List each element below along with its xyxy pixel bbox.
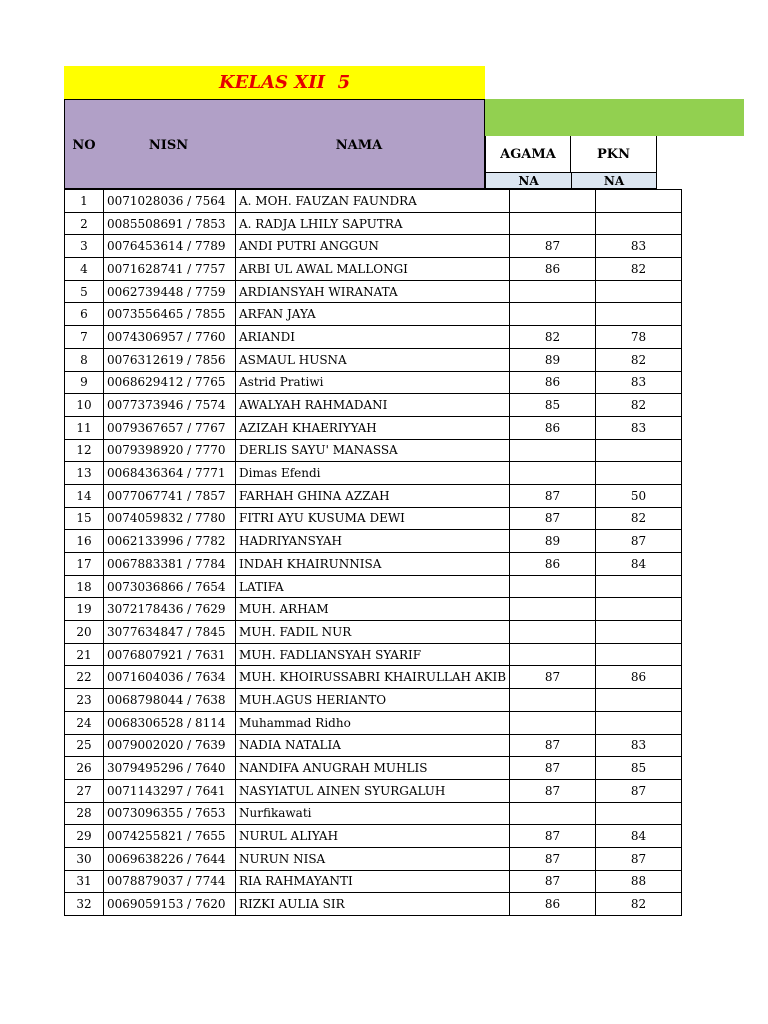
cell-agama[interactable] — [510, 575, 596, 598]
cell-no[interactable]: 26 — [65, 757, 104, 780]
table-row — [65, 235, 682, 258]
cell-nama[interactable]: ANDI PUTRI ANGGUN — [236, 235, 510, 258]
cell-nama[interactable]: NADIA NATALIA — [236, 734, 510, 757]
header-na-agama: NA — [485, 172, 572, 189]
cell-agama[interactable] — [510, 598, 596, 621]
cell-pkn[interactable]: 82 — [596, 507, 682, 530]
cell-nisn[interactable]: 0073036866 / 7654 — [104, 575, 236, 598]
cell-pkn[interactable] — [596, 802, 682, 825]
cell-no[interactable]: 27 — [65, 779, 104, 802]
table-row — [65, 598, 682, 621]
cell-pkn[interactable] — [596, 462, 682, 485]
cell-nisn[interactable]: 0069638226 / 7644 — [104, 847, 236, 870]
cell-pkn[interactable]: 83 — [596, 416, 682, 439]
cell-nama[interactable]: AWALYAH RAHMADANI — [236, 394, 510, 417]
cell-pkn[interactable] — [596, 643, 682, 666]
title-bar — [64, 66, 485, 99]
cell-nisn[interactable]: 0074255821 / 7655 — [104, 825, 236, 848]
cell-agama[interactable] — [510, 689, 596, 712]
cell-agama[interactable]: 82 — [510, 326, 596, 349]
table-row — [65, 530, 682, 553]
cell-nama[interactable]: FARHAH GHINA AZZAH — [236, 484, 510, 507]
cell-no[interactable]: 15 — [65, 507, 104, 530]
cell-nama[interactable]: NURUL ALIYAH — [236, 825, 510, 848]
cell-nama[interactable]: A. RADJA LHILY SAPUTRA — [236, 212, 510, 235]
table-row — [65, 416, 682, 439]
cell-no[interactable]: 32 — [65, 893, 104, 916]
cell-no[interactable]: 20 — [65, 621, 104, 644]
cell-agama[interactable]: 85 — [510, 394, 596, 417]
cell-pkn[interactable]: 87 — [596, 779, 682, 802]
cell-agama[interactable] — [510, 439, 596, 462]
cell-no[interactable]: 2 — [65, 212, 104, 235]
cell-no[interactable]: 24 — [65, 711, 104, 734]
table-row — [65, 689, 682, 712]
cell-no[interactable]: 9 — [65, 371, 104, 394]
header-agama: AGAMA — [485, 136, 571, 172]
cell-pkn[interactable]: 83 — [596, 371, 682, 394]
cell-nama[interactable]: ARDIANSYAH WIRANATA — [236, 280, 510, 303]
table-row — [65, 462, 682, 485]
cell-nisn[interactable]: 0076453614 / 7789 — [104, 235, 236, 258]
cell-pkn[interactable] — [596, 598, 682, 621]
cell-no[interactable]: 22 — [65, 666, 104, 689]
header-na-pkn: NA — [571, 172, 657, 189]
table-row — [65, 303, 682, 326]
cell-nisn[interactable]: 0077373946 / 7574 — [104, 394, 236, 417]
cell-agama[interactable]: 89 — [510, 530, 596, 553]
cell-no[interactable]: 29 — [65, 825, 104, 848]
table-row — [65, 484, 682, 507]
cell-nama[interactable]: MUH.AGUS HERIANTO — [236, 689, 510, 712]
cell-nama[interactable]: MUH. FADIL NUR — [236, 621, 510, 644]
cell-no[interactable]: 11 — [65, 416, 104, 439]
cell-nama[interactable]: RIZKI AULIA SIR — [236, 893, 510, 916]
cell-nisn[interactable]: 0078879037 / 7744 — [104, 870, 236, 893]
cell-nama[interactable]: LATIFA — [236, 575, 510, 598]
cell-pkn[interactable] — [596, 280, 682, 303]
table-row — [65, 212, 682, 235]
cell-nisn[interactable]: 0062133996 / 7782 — [104, 530, 236, 553]
cell-nama[interactable]: ASMAUL HUSNA — [236, 348, 510, 371]
cell-agama[interactable]: 87 — [510, 825, 596, 848]
cell-pkn[interactable] — [596, 711, 682, 734]
cell-agama[interactable]: 87 — [510, 847, 596, 870]
table-row — [65, 258, 682, 281]
table-row — [65, 326, 682, 349]
cell-nisn[interactable]: 0067883381 / 7784 — [104, 553, 236, 576]
cell-agama[interactable]: 87 — [510, 757, 596, 780]
header-no: NO — [64, 99, 104, 189]
cell-agama[interactable]: 87 — [510, 779, 596, 802]
table-row — [65, 802, 682, 825]
cell-nisn[interactable]: 0076807921 / 7631 — [104, 643, 236, 666]
student-table — [64, 189, 682, 916]
cell-pkn[interactable]: 82 — [596, 258, 682, 281]
cell-no[interactable]: 14 — [65, 484, 104, 507]
cell-nisn[interactable]: 0079398920 / 7770 — [104, 439, 236, 462]
cell-no[interactable]: 13 — [65, 462, 104, 485]
cell-pkn[interactable] — [596, 439, 682, 462]
cell-nisn[interactable]: 0071628741 / 7757 — [104, 258, 236, 281]
table-row — [65, 371, 682, 394]
cell-nisn[interactable]: 0068436364 / 7771 — [104, 462, 236, 485]
cell-agama[interactable]: 87 — [510, 734, 596, 757]
cell-nama[interactable]: AZIZAH KHAERIYYAH — [236, 416, 510, 439]
cell-nisn[interactable]: 0062739448 / 7759 — [104, 280, 236, 303]
cell-pkn[interactable]: 85 — [596, 757, 682, 780]
cell-nama[interactable]: DERLIS SAYU' MANASSA — [236, 439, 510, 462]
cell-no[interactable]: 28 — [65, 802, 104, 825]
cell-no[interactable]: 19 — [65, 598, 104, 621]
table-row — [65, 394, 682, 417]
cell-agama[interactable]: 87 — [510, 870, 596, 893]
cell-agama[interactable]: 87 — [510, 666, 596, 689]
cell-nama[interactable]: HADRIYANSYAH — [236, 530, 510, 553]
cell-nisn[interactable]: 3072178436 / 7629 — [104, 598, 236, 621]
cell-no[interactable]: 8 — [65, 348, 104, 371]
cell-agama[interactable]: 86 — [510, 893, 596, 916]
cell-nama[interactable]: MUH. ARHAM — [236, 598, 510, 621]
table-row — [65, 870, 682, 893]
cell-nama[interactable]: RIA RAHMAYANTI — [236, 870, 510, 893]
cell-agama[interactable] — [510, 280, 596, 303]
cell-pkn[interactable] — [596, 689, 682, 712]
cell-no[interactable]: 6 — [65, 303, 104, 326]
cell-nisn[interactable]: 3079495296 / 7640 — [104, 757, 236, 780]
cell-no[interactable]: 12 — [65, 439, 104, 462]
table-row — [65, 734, 682, 757]
cell-pkn[interactable]: 87 — [596, 847, 682, 870]
table-row — [65, 757, 682, 780]
table-row — [65, 666, 682, 689]
cell-nisn[interactable]: 0068798044 / 7638 — [104, 689, 236, 712]
cell-nama[interactable]: A. MOH. FAUZAN FAUNDRA — [236, 190, 510, 213]
cell-nama[interactable]: Dimas Efendi — [236, 462, 510, 485]
cell-agama[interactable]: 87 — [510, 507, 596, 530]
cell-nisn[interactable]: 0076312619 / 7856 — [104, 348, 236, 371]
cell-no[interactable]: 23 — [65, 689, 104, 712]
cell-agama[interactable]: 86 — [510, 553, 596, 576]
cell-nisn[interactable]: 0071143297 / 7641 — [104, 779, 236, 802]
cell-nama[interactable]: MUH. FADLIANSYAH SYARIF — [236, 643, 510, 666]
cell-no[interactable]: 25 — [65, 734, 104, 757]
cell-nama[interactable]: INDAH KHAIRUNNISA — [236, 553, 510, 576]
table-row — [65, 779, 682, 802]
table-row — [65, 439, 682, 462]
cell-pkn[interactable] — [596, 212, 682, 235]
cell-agama[interactable]: 89 — [510, 348, 596, 371]
cell-nama[interactable]: MUH. KHOIRUSSABRI KHAIRULLAH AKIB — [236, 666, 510, 689]
header-pkn: PKN — [571, 136, 657, 172]
subject-group-header — [485, 99, 744, 136]
cell-nama[interactable]: ARBI UL AWAL MALLONGI — [236, 258, 510, 281]
table-row — [65, 575, 682, 598]
cell-no[interactable]: 16 — [65, 530, 104, 553]
cell-agama[interactable]: 87 — [510, 484, 596, 507]
cell-nisn[interactable]: 0069059153 / 7620 — [104, 893, 236, 916]
cell-pkn[interactable]: 50 — [596, 484, 682, 507]
cell-nisn[interactable]: 0068629412 / 7765 — [104, 371, 236, 394]
cell-no[interactable]: 7 — [65, 326, 104, 349]
cell-pkn[interactable]: 84 — [596, 825, 682, 848]
cell-nama[interactable]: Astrid Pratiwi — [236, 371, 510, 394]
cell-no[interactable]: 31 — [65, 870, 104, 893]
cell-no[interactable]: 5 — [65, 280, 104, 303]
cell-nama[interactable]: FITRI AYU KUSUMA DEWI — [236, 507, 510, 530]
cell-nisn[interactable]: 0071604036 / 7634 — [104, 666, 236, 689]
cell-pkn[interactable] — [596, 190, 682, 213]
cell-pkn[interactable]: 78 — [596, 326, 682, 349]
cell-agama[interactable] — [510, 621, 596, 644]
cell-pkn[interactable]: 83 — [596, 734, 682, 757]
cell-no[interactable]: 10 — [65, 394, 104, 417]
table-row — [65, 825, 682, 848]
cell-nama[interactable]: ARFAN JAYA — [236, 303, 510, 326]
cell-nisn[interactable]: 0073556465 / 7855 — [104, 303, 236, 326]
cell-nama[interactable]: Nurfikawati — [236, 802, 510, 825]
cell-agama[interactable] — [510, 462, 596, 485]
cell-nisn[interactable]: 0077067741 / 7857 — [104, 484, 236, 507]
cell-nisn[interactable]: 0085508691 / 7853 — [104, 212, 236, 235]
cell-pkn[interactable]: 87 — [596, 530, 682, 553]
cell-agama[interactable]: 86 — [510, 416, 596, 439]
cell-agama[interactable] — [510, 711, 596, 734]
cell-no[interactable]: 30 — [65, 847, 104, 870]
cell-nisn[interactable]: 0079002020 / 7639 — [104, 734, 236, 757]
cell-no[interactable]: 18 — [65, 575, 104, 598]
cell-agama[interactable]: 86 — [510, 258, 596, 281]
cell-pkn[interactable]: 86 — [596, 666, 682, 689]
cell-agama[interactable]: 87 — [510, 235, 596, 258]
cell-nisn[interactable]: 0079367657 / 7767 — [104, 416, 236, 439]
cell-pkn[interactable]: 82 — [596, 394, 682, 417]
header-nisn: NISN — [103, 99, 235, 189]
cell-nama[interactable]: ARIANDI — [236, 326, 510, 349]
table-row — [65, 348, 682, 371]
table-row — [65, 711, 682, 734]
cell-nisn[interactable]: 0071028036 / 7564 — [104, 190, 236, 213]
table-row — [65, 893, 682, 916]
cell-pkn[interactable]: 82 — [596, 893, 682, 916]
table-row — [65, 507, 682, 530]
cell-nisn[interactable]: 0068306528 / 8114 — [104, 711, 236, 734]
cell-nisn[interactable]: 0073096355 / 7653 — [104, 802, 236, 825]
table-row — [65, 190, 682, 213]
table-row — [65, 643, 682, 666]
cell-agama[interactable] — [510, 643, 596, 666]
table-row — [65, 553, 682, 576]
cell-pkn[interactable]: 84 — [596, 553, 682, 576]
cell-pkn[interactable] — [596, 303, 682, 326]
header-nama: NAMA — [234, 99, 485, 189]
cell-pkn[interactable]: 82 — [596, 348, 682, 371]
cell-nisn[interactable]: 3077634847 / 7845 — [104, 621, 236, 644]
cell-agama[interactable]: 86 — [510, 371, 596, 394]
cell-agama[interactable] — [510, 212, 596, 235]
cell-no[interactable]: 21 — [65, 643, 104, 666]
class-title: KELAS XII 5 — [219, 72, 351, 93]
cell-nisn[interactable]: 0074059832 / 7780 — [104, 507, 236, 530]
table-row — [65, 847, 682, 870]
cell-no[interactable]: 1 — [65, 190, 104, 213]
cell-pkn[interactable] — [596, 575, 682, 598]
cell-no[interactable]: 17 — [65, 553, 104, 576]
cell-pkn[interactable]: 88 — [596, 870, 682, 893]
cell-agama[interactable] — [510, 303, 596, 326]
cell-pkn[interactable]: 83 — [596, 235, 682, 258]
cell-nama[interactable]: NASYIATUL AINEN SYURGALUH — [236, 779, 510, 802]
cell-nama[interactable]: NANDIFA ANUGRAH MUHLIS — [236, 757, 510, 780]
cell-nisn[interactable]: 0074306957 / 7760 — [104, 326, 236, 349]
cell-pkn[interactable] — [596, 621, 682, 644]
cell-no[interactable]: 3 — [65, 235, 104, 258]
table-row — [65, 621, 682, 644]
cell-nama[interactable]: NURUN NISA — [236, 847, 510, 870]
cell-agama[interactable] — [510, 802, 596, 825]
cell-no[interactable]: 4 — [65, 258, 104, 281]
cell-agama[interactable] — [510, 190, 596, 213]
table-row — [65, 280, 682, 303]
cell-nama[interactable]: Muhammad Ridho — [236, 711, 510, 734]
